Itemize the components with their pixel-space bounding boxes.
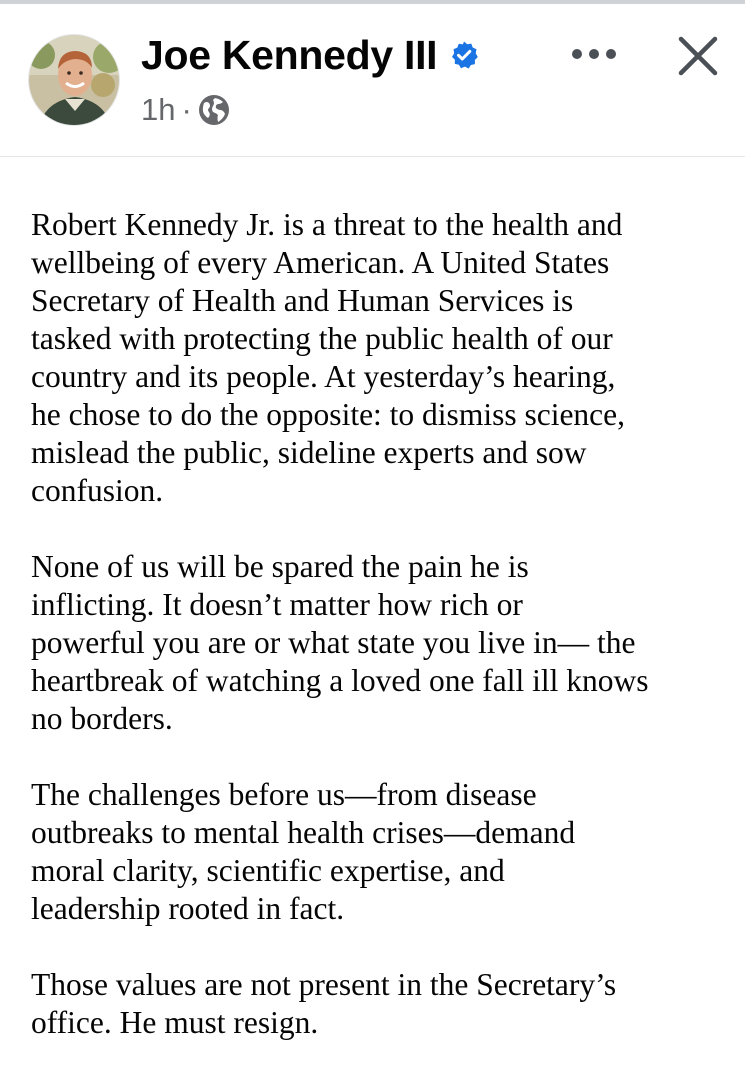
avatar[interactable] bbox=[28, 34, 120, 126]
close-button[interactable] bbox=[672, 30, 724, 82]
post-paragraph: None of us will be spared the pain he is inflicting. It doesn’t matter how rich or powerful you are or what state you live in— the heartbreak of watching a loved one fall ill knows no borders. bbox=[31, 549, 649, 736]
more-options-icon bbox=[570, 48, 618, 60]
post-header bbox=[0, 4, 745, 156]
globe-icon[interactable] bbox=[198, 94, 230, 126]
verified-badge-icon bbox=[449, 40, 479, 70]
post-paragraph: Those values are not present in the Secretary’s office. He must resign. bbox=[31, 967, 617, 1040]
post-timestamp[interactable]: 1h bbox=[141, 92, 176, 127]
post-paragraph: Robert Kennedy Jr. is a threat to the health and wellbeing of every American. A United States Secretary of Health and Human Services is tasked with protecting the public health of our country and its people. At yesterday’s hearing, he chose to do the opposite: to dismiss science, mislead the public, sideline experts and sow confusion. bbox=[31, 207, 626, 508]
more-options-button[interactable] bbox=[566, 34, 622, 74]
author-row bbox=[141, 28, 479, 82]
profile-photo bbox=[29, 35, 120, 126]
meta-separator: · bbox=[181, 92, 192, 127]
author-name[interactable]: Joe Kennedy III bbox=[141, 31, 438, 78]
post-paragraph: The challenges before us—from disease outbreaks to mental health crises—demand moral clarity, scientific expertise, and leadership rooted in fact. bbox=[31, 777, 576, 926]
post-text bbox=[31, 206, 721, 1080]
close-icon bbox=[678, 36, 718, 76]
header-divider bbox=[0, 156, 745, 157]
post-meta bbox=[141, 90, 230, 130]
